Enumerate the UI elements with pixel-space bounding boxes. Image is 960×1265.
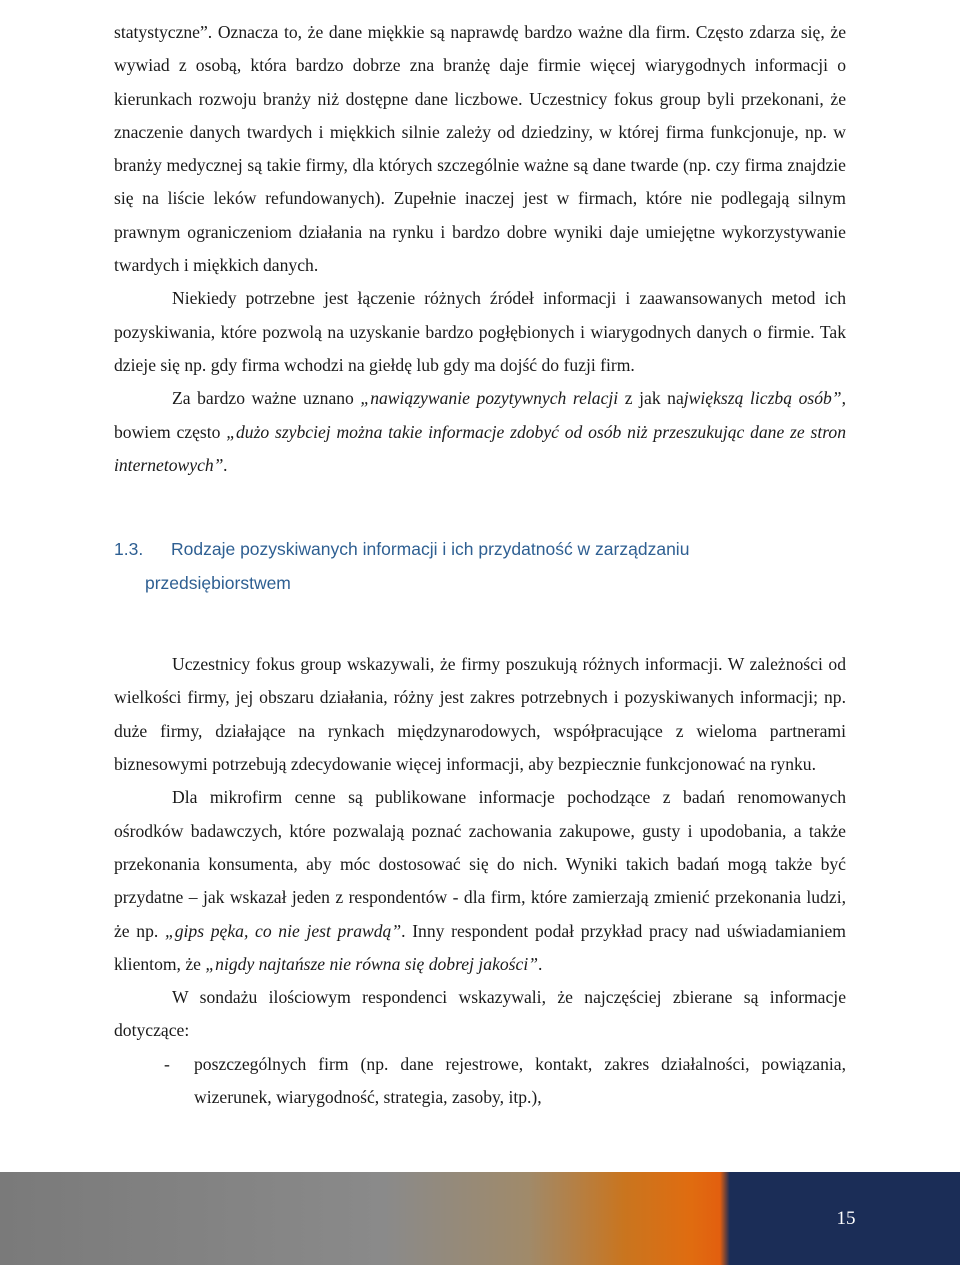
page-number: 15 bbox=[836, 1207, 856, 1229]
list-item bbox=[114, 1048, 846, 1115]
quote-run: jwiększą liczbą osób” bbox=[683, 388, 842, 409]
section-title: Rodzaje pozyskiwanych informacji i ich przydatność w zarządzaniu bbox=[171, 539, 690, 560]
document-body bbox=[114, 16, 846, 1114]
paragraph: Niekiedy potrzebne jest łączenie różnych źródeł informacji i zaawansowanych metod ich pozyskiwania, które pozwolą na uzyskanie bardzo pogłębionych i wiarygodnych danych o firmie. Tak dzieje się np. gdy firma wchodzi na giełdę lub gdy ma dojść do fuzji firm. bbox=[114, 288, 846, 375]
paragraph bbox=[114, 382, 846, 482]
text-run: , bowiem często bbox=[114, 388, 846, 442]
list-item-text: poszczególnych firm (np. dane rejestrowe, kontakt, zakres działalności, powiązania, wizerunek, wiarygodność, strategia, zasoby, itp.), bbox=[194, 1053, 846, 1108]
text-run: Dla mikrofirm cenne są publikowane informacje pochodzące z badań renomowanych ośrodków badawczych, które pozwalają poznać zachowania zakupowe, gusty i upodobania, a także przekonania konsumenta, aby móc dostosować się do nich. Wyniki takich badań mogą także być przydatne – jak wskazał jeden z respondentów - dla firm, które zamierzają zmienić przekonania ludzi, że np. bbox=[114, 787, 846, 941]
quote-run: „dużo szybciej można takie informacje zdobyć od osób niż przeszukując dane ze stron internetowych”. bbox=[114, 421, 847, 475]
paragraph: statystyczne”. Oznacza to, że dane miękkie są naprawdę bardzo ważne dla firm. Często zdarza się, że wywiad z osobą, która bardzo dobrze zna branżę daje firmie więcej wiarygodnych informacji o kierunkach rozwoju branży niż dostępne dane liczbowe. Uczestnicy fokus group byli przekonani, że znaczenie danych twardych i miękkich silnie zależy od dziedziny, w której firma funkcjonuje, np. w branży medycznej są takie firmy, dla których szczególnie ważne są dane twarde (np. czy firma znajdzie się na liście leków refundowanych). Zupełnie inaczej jest w firmach, które nie podlegają silnym prawnym ograniczeniom działania na rynku i bardzo dobre wyniki daje umiejętne wykorzystywanie twardych i miękkich danych. bbox=[114, 22, 846, 276]
quote-run: „nawiązywanie pozytywnych relacji bbox=[360, 388, 619, 409]
paragraph bbox=[114, 781, 846, 981]
list-dash: - bbox=[164, 1053, 170, 1074]
section-heading bbox=[114, 532, 846, 600]
section-title-continued: przedsiębiorstwem bbox=[145, 573, 291, 594]
paragraph: W sondażu ilościowym respondenci wskazywali, że najczęściej zbierane są informacje dotyczące: bbox=[114, 987, 846, 1041]
text-run: z jak na bbox=[618, 388, 684, 409]
text-run: Za bardzo ważne uznano bbox=[172, 388, 361, 409]
section-number: 1.3. bbox=[114, 539, 144, 560]
quote-run: „nigdy najtańsze nie równa się dobrej jakości” bbox=[205, 953, 539, 974]
section-heading-line bbox=[114, 532, 846, 566]
paragraph: Uczestnicy fokus group wskazywali, że firmy poszukują różnych informacji. W zależności od wielkości firmy, jej obszaru działania, różny jest zakres potrzebnych i pozyskiwanych informacji; np. duże firmy, działające na rynkach międzynarodowych, współpracujące z wieloma partnerami biznesowymi potrzebują zdecydowanie więcej informacji, aby bezpiecznie funkcjonować na rynku. bbox=[114, 654, 846, 775]
quote-run: „gips pęka, co nie jest prawdą” bbox=[164, 920, 402, 941]
text-run: . bbox=[538, 953, 543, 974]
text-run: . Inny respondent podał przykład pracy nad uświadamianiem klientom, że bbox=[114, 920, 846, 974]
